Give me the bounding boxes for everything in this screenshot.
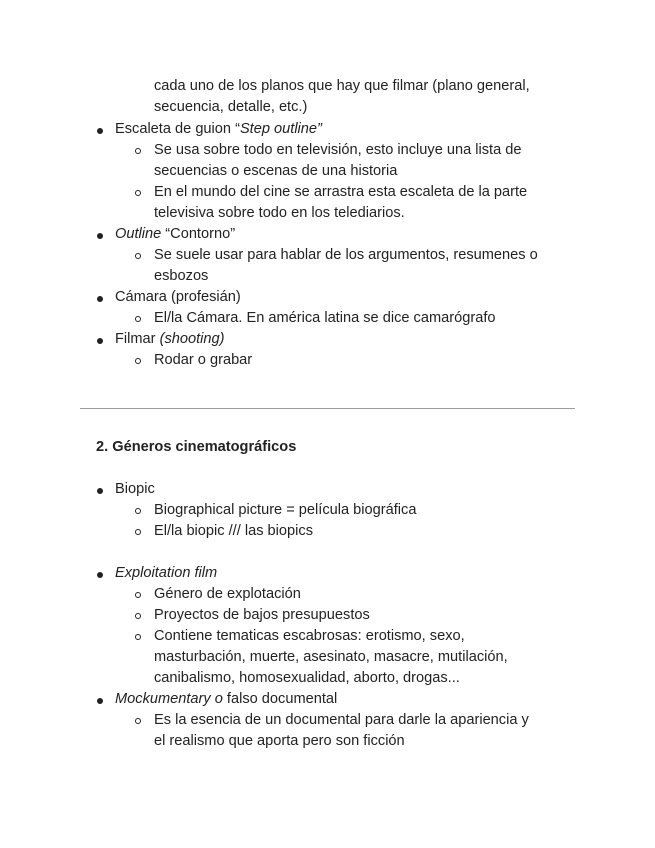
horizontal-divider — [80, 408, 575, 409]
filmar-label-italic: (shooting) — [159, 331, 225, 347]
sub-bullet-filmar-1 — [135, 358, 141, 364]
bullet-mockumentary — [97, 698, 103, 704]
list-item-exploitation: Exploitation film — [115, 565, 218, 581]
sub-bullet-escaleta-1 — [135, 148, 141, 154]
outline-label-italic: Outline — [115, 226, 162, 242]
continuation-line-2: secuencia, detalle, etc.) — [154, 99, 308, 115]
list-item-outline — [115, 224, 235, 245]
list-item-camara: Cámara (profesián) — [115, 289, 241, 305]
sub-bullet-camara-1 — [135, 316, 141, 322]
biopic-sub2: El/la biopic /// las biopics — [154, 523, 313, 539]
escaleta-sub1-line-2: secuencias o escenas de una historia — [154, 163, 398, 179]
escaleta-sub1-line-1: Se usa sobre todo en televisión, esto incluye una lista de — [154, 142, 522, 158]
list-item-filmar — [115, 329, 225, 350]
list-item-escaleta — [115, 119, 322, 140]
sub-bullet-mockumentary-1 — [135, 718, 141, 724]
escaleta-sub2-line-2: televisiva sobre todo en los telediarios. — [154, 205, 405, 221]
escaleta-label-italic: Step outline” — [239, 121, 322, 137]
exploitation-sub2: Proyectos de bajos presupuestos — [154, 607, 370, 623]
bullet-exploitation — [97, 572, 103, 578]
exploitation-sub3-line-1: Contiene tematicas escabrosas: erotismo, sexo, — [154, 628, 465, 644]
sub-bullet-exploitation-1 — [135, 592, 141, 598]
mockumentary-label: falso documental — [222, 691, 338, 707]
camara-sub1: El/la Cámara. En américa latina se dice camarógrafo — [154, 310, 496, 326]
sub-bullet-escaleta-2 — [135, 190, 141, 196]
bullet-outline — [97, 233, 103, 239]
bullet-camara — [97, 296, 103, 302]
sub-bullet-exploitation-2 — [135, 613, 141, 619]
sub-bullet-exploitation-3 — [135, 634, 141, 640]
list-item-biopic: Biopic — [115, 481, 155, 497]
escaleta-sub2-line-1: En el mundo del cine se arrastra esta escaleta de la parte — [154, 184, 528, 200]
exploitation-sub3-line-2: masturbación, muerte, asesinato, masacre, mutilación, — [154, 649, 508, 665]
outline-sub1-line-1: Se suele usar para hablar de los argumentos, resumenes o — [154, 247, 538, 263]
filmar-label: Filmar — [115, 331, 160, 347]
outline-label: “Contorno” — [161, 226, 236, 242]
filmar-sub1: Rodar o grabar — [154, 352, 253, 368]
exploitation-sub1: Género de explotación — [154, 586, 301, 602]
outline-sub1-line-2: esbozos — [154, 268, 209, 284]
mockumentary-label-italic: Mockumentary o — [115, 691, 223, 707]
biopic-sub1: Biographical picture = película biográfica — [154, 502, 417, 518]
list-item-mockumentary — [115, 689, 337, 710]
escaleta-label: Escaleta de guion “ — [115, 121, 240, 137]
sub-bullet-biopic-1 — [135, 508, 141, 514]
mockumentary-sub1-line-2: el realismo que aporta pero son ficción — [154, 733, 405, 749]
sub-bullet-outline-1 — [135, 253, 141, 259]
continuation-line-1: cada uno de los planos que hay que filmar (plano general, — [154, 78, 530, 94]
bullet-filmar — [97, 338, 103, 344]
bullet-biopic — [97, 488, 103, 494]
bullet-escaleta — [97, 128, 103, 134]
section-heading: 2. Géneros cinematográficos — [96, 439, 297, 455]
sub-bullet-biopic-2 — [135, 529, 141, 535]
mockumentary-sub1-line-1: Es la esencia de un documental para darle la apariencia y — [154, 712, 529, 728]
exploitation-sub3-line-3: canibalismo, homosexualidad, aborto, drogas... — [154, 670, 460, 686]
